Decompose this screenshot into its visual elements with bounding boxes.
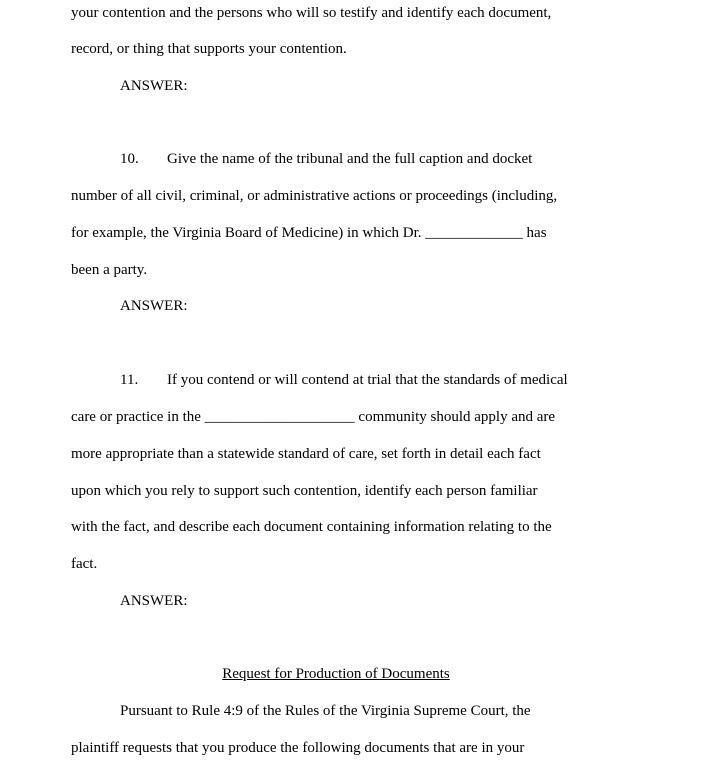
paragraph-line: Pursuant to Rule 4:9 of the Rules of the Virginia Supreme Court, the [120,703,531,719]
item-11-first-line [120,371,568,389]
answer-label: ANSWER: [120,78,188,94]
paragraph-line: care or practice in the ____________________ community should apply and are [71,409,556,425]
paragraph-line: for example, the Virginia Board of Medicine) in which Dr. _____________ has [71,225,547,241]
paragraph-line: your contention and the persons who will so testify and identify each document, [71,5,552,21]
paragraph-line: record, or thing that supports your contention. [71,41,347,57]
item-text: Give the name of the tribunal and the full caption and docket [167,151,533,167]
section-heading [0,665,672,683]
item-number: 10. [120,151,139,167]
paragraph-line: number of all civil, criminal, or administrative actions or proceedings (including, [71,188,558,204]
paragraph-line: been a party. [71,262,148,278]
item-number: 11. [120,372,139,388]
answer-label: ANSWER: [120,593,188,609]
paragraph-line: fact. [71,556,98,572]
paragraph-line: with the fact, and describe each document containing information relating to the [71,519,552,535]
paragraph-line: plaintiff requests that you produce the following documents that are in your [71,740,525,756]
item-10-first-line [120,150,532,168]
item-text: If you contend or will contend at trial that the standards of medical [167,372,568,388]
section-heading-text: Request for Production of Documents [222,666,450,682]
paragraph-line: more appropriate than a statewide standard of care, set forth in detail each fact [71,446,541,462]
answer-label: ANSWER: [120,298,188,314]
paragraph-line: upon which you rely to support such contention, identify each person familiar [71,483,538,499]
